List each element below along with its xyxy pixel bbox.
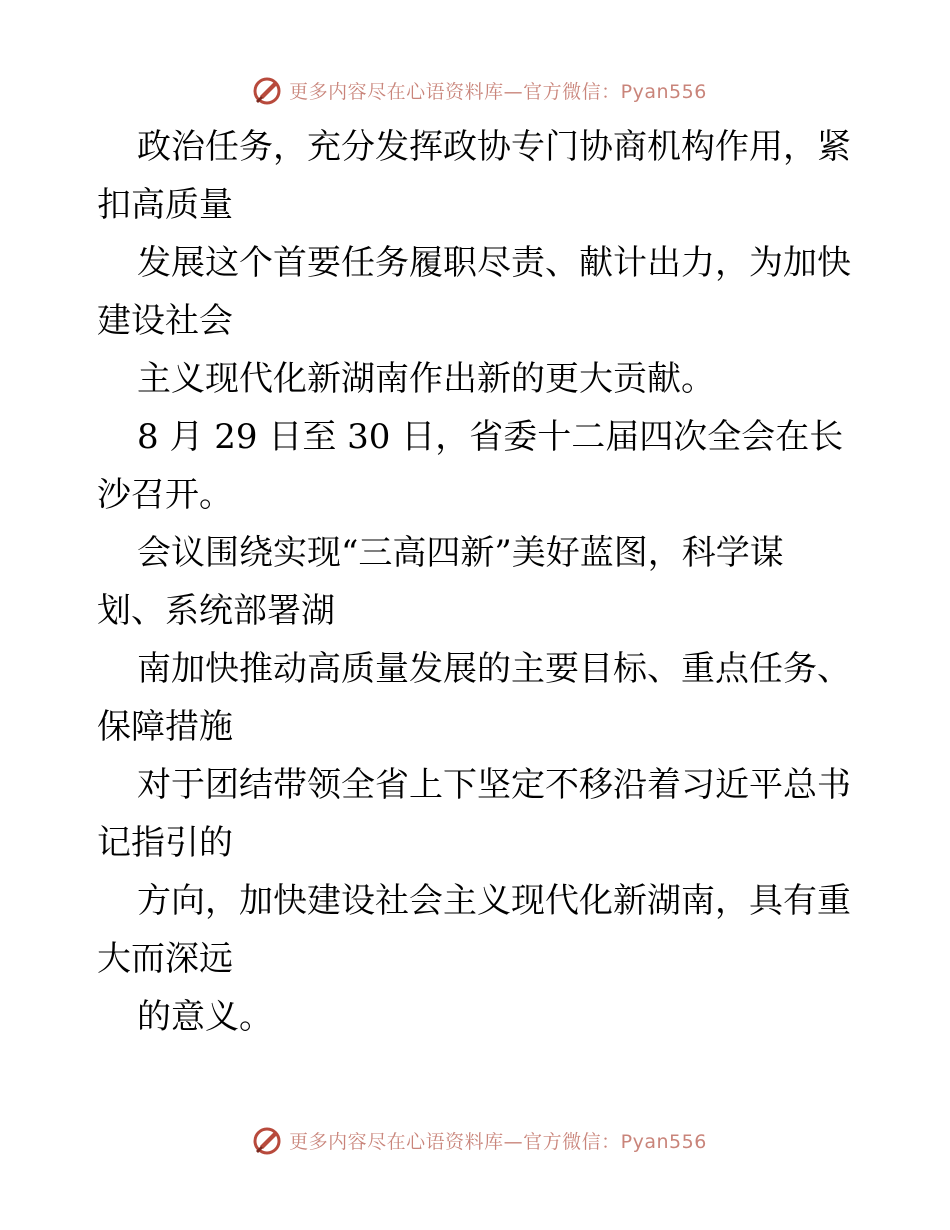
text-line: 沙召开。 [97,475,233,515]
header-banner-text: 更多内容尽在心语资料库—官方微信：Pyan556 [289,80,707,103]
quill-logo-icon [251,1124,283,1156]
text-line: 大而深远 [97,939,233,979]
text-line: 政治任务，充分发挥政协专门协商机构作用，紧 [137,127,851,167]
text-line: 建设社会 [97,301,233,341]
document-body [97,118,867,1046]
footer-banner [0,1120,950,1160]
footer-banner-content [243,1124,707,1156]
text-line: 方向，加快建设社会主义现代化新湖南，具有重 [137,881,851,921]
text-line: 对于团结带领全省上下坚定不移沿着习近平总书 [137,765,851,805]
text-line: 记指引的 [97,823,233,863]
quill-logo-icon [251,74,283,106]
header-banner [0,70,950,110]
text-line: 扣高质量 [97,185,233,225]
text-line: 的意义。 [137,997,273,1037]
text-line: 主义现代化新湖南作出新的更大贡献。 [137,359,715,399]
text-line: 划、系统部署湖 [97,591,335,631]
text-line: 8 月 29 日至 30 日，省委十二届四次全会在长 [137,417,844,457]
footer-banner-text: 更多内容尽在心语资料库—官方微信：Pyan556 [289,1130,707,1153]
text-line: 发展这个首要任务履职尽责、献计出力，为加快 [137,243,851,283]
text-line: 南加快推动高质量发展的主要目标、重点任务、 [137,649,851,689]
text-line: 保障措施 [97,707,233,747]
text-line: 会议围绕实现“三高四新”美好蓝图，科学谋 [137,533,784,573]
header-banner-content [243,74,707,106]
